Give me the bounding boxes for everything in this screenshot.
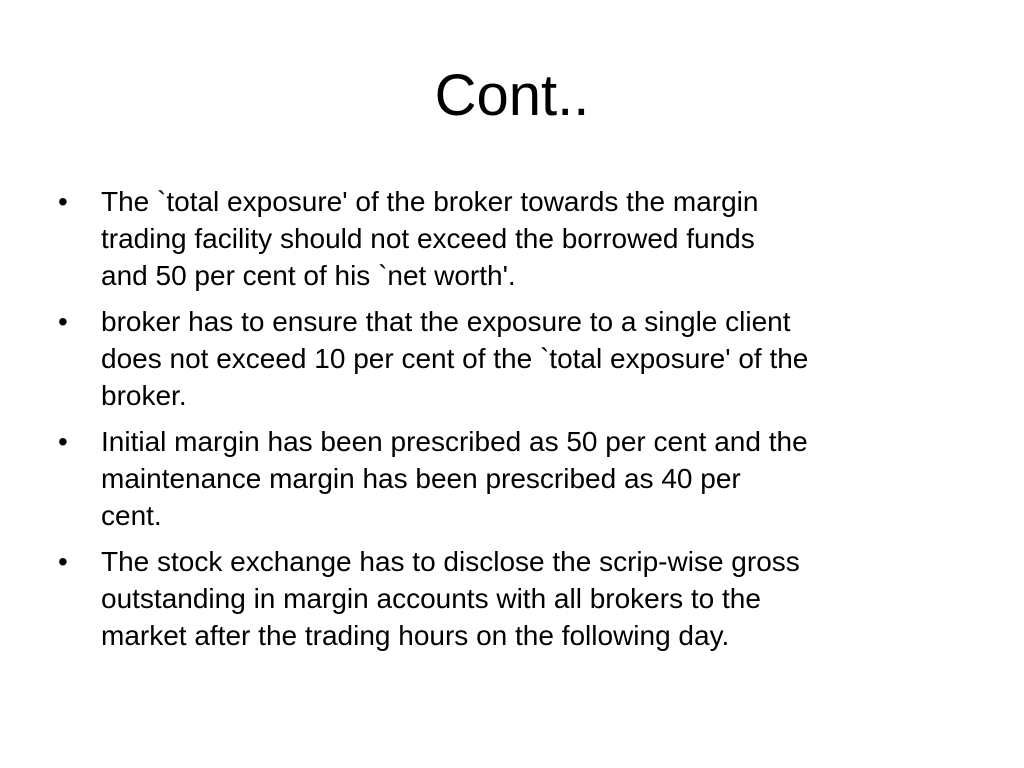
bullet-line: and 50 per cent of his `net worth'. [101, 260, 516, 291]
bullet-item [58, 543, 978, 654]
bullet-line: The stock exchange has to disclose the scrip-wise gross [101, 546, 800, 577]
bullet-line: broker. [101, 380, 187, 411]
bullet-line: cent. [101, 500, 162, 531]
bullet-line: broker has to ensure that the exposure to a single client [101, 306, 791, 337]
bullet-line: does not exceed 10 per cent of the `total exposure' of the [101, 343, 809, 374]
bullet-line: trading facility should not exceed the borrowed funds [101, 223, 755, 254]
bullet-icon: • [58, 186, 68, 217]
bullet-item [58, 423, 978, 534]
bullet-line: market after the trading hours on the following day. [101, 620, 730, 651]
bullet-line: outstanding in margin accounts with all brokers to the [101, 583, 761, 614]
bullet-list [58, 183, 978, 663]
bullet-line: Initial margin has been prescribed as 50 per cent and the [101, 426, 808, 457]
bullet-icon: • [58, 546, 68, 577]
bullet-icon: • [58, 426, 68, 457]
slide-title: Cont.. [434, 63, 590, 128]
bullet-line: maintenance margin has been prescribed as 40 per [101, 463, 741, 494]
bullet-item [58, 303, 978, 414]
bullet-item [58, 183, 978, 294]
bullet-line: The `total exposure' of the broker towards the margin [101, 186, 759, 217]
bullet-icon: • [58, 306, 68, 337]
